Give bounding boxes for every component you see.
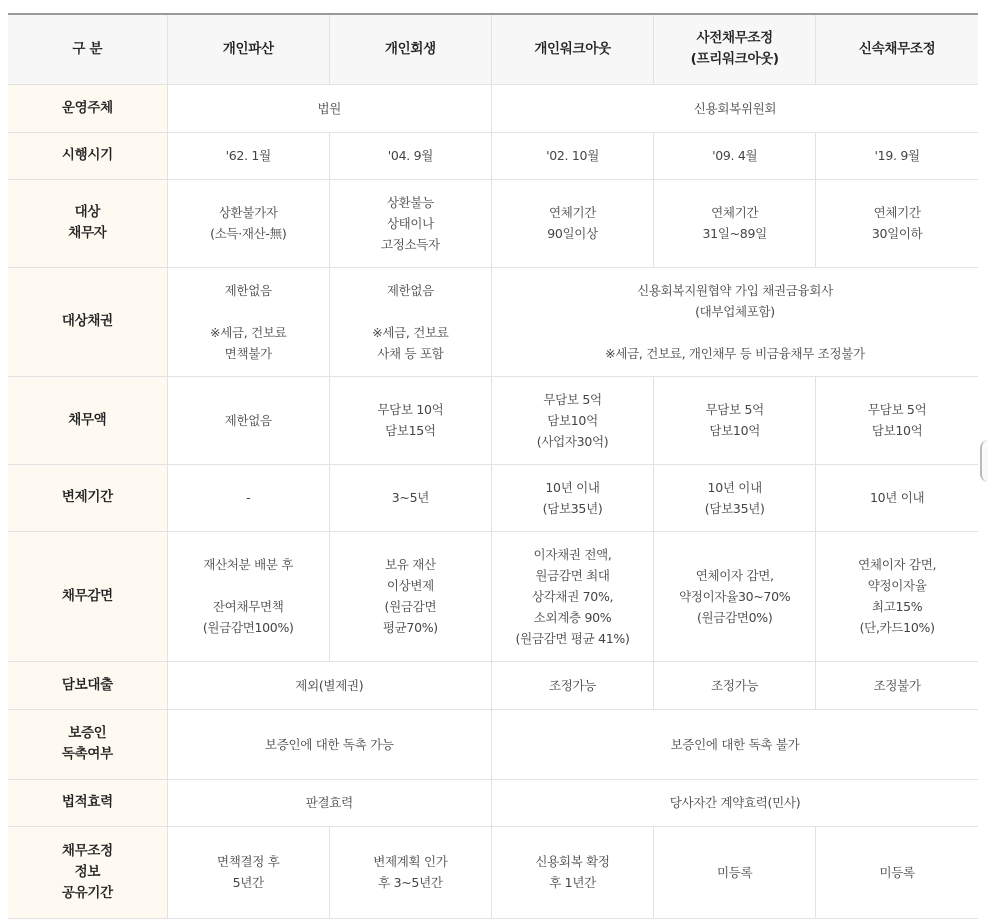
table-cell: '02. 10월 — [491, 132, 653, 179]
header-category: 구 분 — [8, 14, 167, 84]
row-reduction — [8, 531, 978, 661]
table-cell: '19. 9월 — [816, 132, 978, 179]
header-bankruptcy: 개인파산 — [167, 14, 329, 84]
table-cell: 미등록 — [654, 826, 816, 918]
row-period — [8, 464, 978, 531]
table-cell: 제외(별제권) — [167, 661, 491, 709]
table-cell: 제한없음 ※세금, 건보료 사채 등 포함 — [329, 267, 491, 376]
table-cell: 재산처분 배분 후 잔여채무면책 (원금감면100%) — [167, 531, 329, 661]
table-cell: '62. 1월 — [167, 132, 329, 179]
table-cell: 신용회복 확정 후 1년간 — [491, 826, 653, 918]
row-operator — [8, 84, 978, 132]
row-claims — [8, 267, 978, 376]
table-cell: 보유 재산 이상변제 (원금감면 평균70%) — [329, 531, 491, 661]
table-cell: 조정불가 — [816, 661, 978, 709]
table-cell: 3~5년 — [329, 464, 491, 531]
table-cell: 연체이자 감면, 약정이자율 최고15% (단,카드10%) — [816, 531, 978, 661]
table-cell: 무담보 5억 담보10억 — [654, 376, 816, 464]
table-cell: 변제계획 인가 후 3~5년간 — [329, 826, 491, 918]
row-label: 대상채권 — [8, 267, 167, 376]
table-cell: 무담보 5억 담보10억 (사업자30억) — [491, 376, 653, 464]
table-cell: 10년 이내 — [816, 464, 978, 531]
table-cell: 10년 이내 (담보35년) — [654, 464, 816, 531]
row-label: 보증인 독촉여부 — [8, 709, 167, 779]
table-cell: '04. 9월 — [329, 132, 491, 179]
cell-court: 법원 — [167, 84, 491, 132]
table-cell: 무담보 5억 담보10억 — [816, 376, 978, 464]
row-amount — [8, 376, 978, 464]
row-label: 채무액 — [8, 376, 167, 464]
table-cell: 10년 이내 (담보35년) — [491, 464, 653, 531]
table-cell: 신용회복지원협약 가입 채권금융회사 (대부업체포함) ※세금, 건보료, 개인채무 등 비금융채무 조정불가 — [491, 267, 978, 376]
row-label: 대상 채무자 — [8, 179, 167, 267]
row-guarantor — [8, 709, 978, 779]
header-preworkout: 사전채무조정 (프리워크아웃) — [654, 14, 816, 84]
table-cell: 보증인에 대한 독촉 가능 — [167, 709, 491, 779]
row-share — [8, 826, 978, 918]
table-cell: 미등록 — [816, 826, 978, 918]
row-legal — [8, 779, 978, 826]
header-rehabilitation: 개인회생 — [329, 14, 491, 84]
table-cell: '09. 4월 — [654, 132, 816, 179]
table-cell: 이자채권 전액, 원금감면 최대 상각채권 70%, 소외계층 90% (원금감면 평균 41%) — [491, 531, 653, 661]
table-cell: 연체이자 감면, 약정이자율30~70% (원금감면0%) — [654, 531, 816, 661]
row-label: 법적효력 — [8, 779, 167, 826]
header-quick: 신속채무조정 — [816, 14, 978, 84]
table-cell: 제한없음 ※세금, 건보료 면책불가 — [167, 267, 329, 376]
table-cell: 연체기간 90일이상 — [491, 179, 653, 267]
header-workout: 개인워크아웃 — [491, 14, 653, 84]
table-cell: 상환불능 상태이나 고정소득자 — [329, 179, 491, 267]
table-cell: 연체기간 31일~89일 — [654, 179, 816, 267]
row-debtor — [8, 179, 978, 267]
table-cell: 상환불가자 (소득·재산-無) — [167, 179, 329, 267]
table-cell: 당사자간 계약효력(민사) — [491, 779, 978, 826]
table-cell: - — [167, 464, 329, 531]
row-secured — [8, 661, 978, 709]
row-label: 시행시기 — [8, 132, 167, 179]
debt-relief-comparison-table — [8, 13, 978, 919]
table-cell: 연체기간 30일이하 — [816, 179, 978, 267]
table-cell: 판결효력 — [167, 779, 491, 826]
row-label: 담보대출 — [8, 661, 167, 709]
header-row — [8, 14, 978, 84]
table-cell: 조정가능 — [491, 661, 653, 709]
row-label: 채무조정 정보 공유기간 — [8, 826, 167, 918]
row-label: 채무감면 — [8, 531, 167, 661]
table-cell: 면책결정 후 5년간 — [167, 826, 329, 918]
table-cell: 보증인에 대한 독촉 불가 — [491, 709, 978, 779]
row-start — [8, 132, 978, 179]
cell-ccrs: 신용회복위원회 — [491, 84, 978, 132]
table-cell: 조정가능 — [654, 661, 816, 709]
table-cell: 무담보 10억 담보15억 — [329, 376, 491, 464]
side-scroll-handle[interactable] — [980, 440, 988, 482]
row-label: 운영주체 — [8, 84, 167, 132]
row-label: 변제기간 — [8, 464, 167, 531]
table-cell: 제한없음 — [167, 376, 329, 464]
